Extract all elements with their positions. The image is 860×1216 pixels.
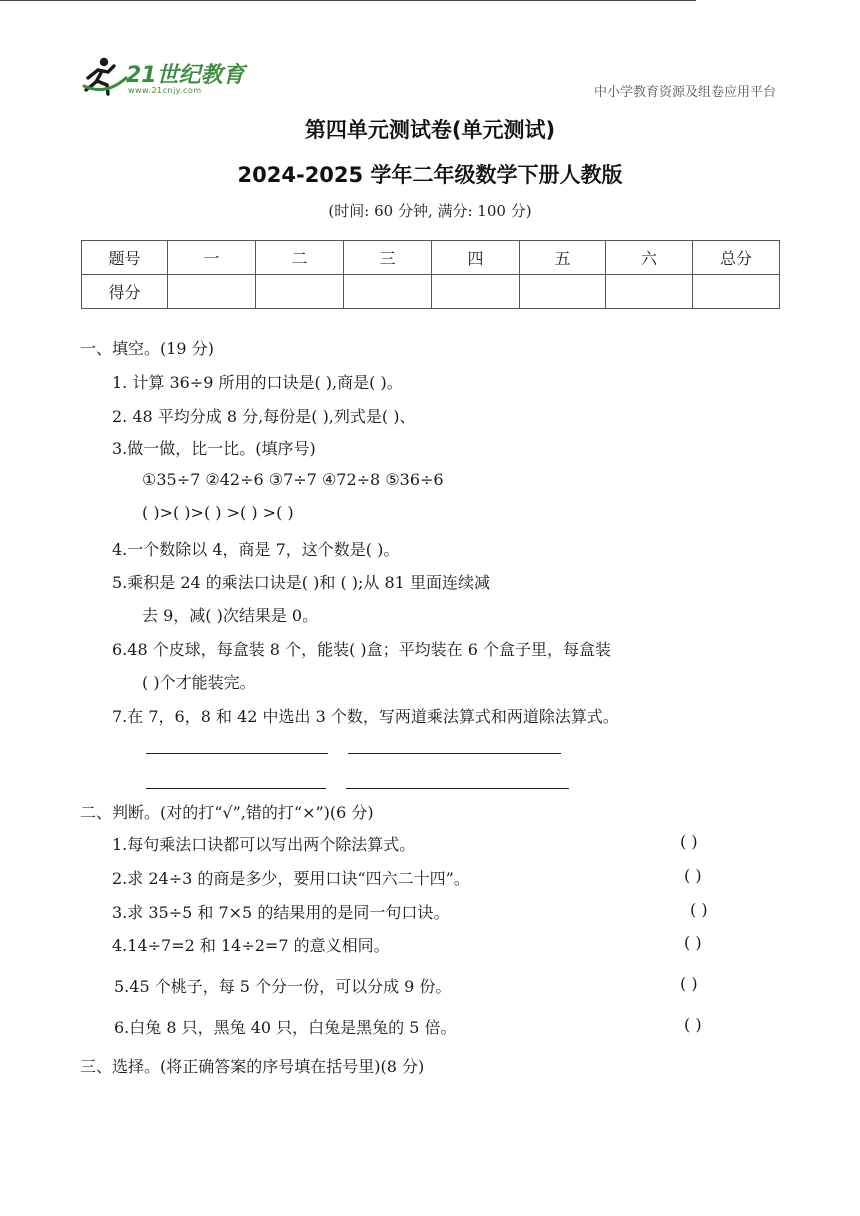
question-text: 2. 48 平均分成 8 分,每份是( ),列式是( )、	[112, 407, 416, 426]
judgment-item: 2.求 24÷3 的商是多少，要用口诀“四六二十四”。	[112, 869, 470, 888]
section-heading: 一、填空。(19 分)	[80, 339, 214, 358]
judgment-item: 5.45 个桃子，每 5 个分一份，可以分成 9 份。	[114, 977, 452, 996]
table-header-cell: 题号	[82, 241, 168, 275]
logo-url: www.21cnjy.com	[128, 86, 202, 95]
question-options: ①35÷7 ②42÷6 ③7÷7 ④72÷8 ⑤36÷6	[142, 470, 444, 489]
score-cell[interactable]	[520, 275, 606, 309]
table-header-cell: 二	[256, 241, 344, 275]
score-cell[interactable]	[693, 275, 780, 309]
table-header-cell: 六	[606, 241, 693, 275]
score-cell[interactable]	[168, 275, 256, 309]
question-text: 7.在 7，6，8 和 42 中选出 3 个数，写两道乘法算式和两道除法算式。	[112, 707, 619, 726]
question-text: 1. 计算 36÷9 所用的口诀是( ),商是( )。	[112, 373, 403, 392]
question-blanks: ( )>( )>( ) >( ) >( )	[142, 503, 294, 522]
table-header-cell: 一	[168, 241, 256, 275]
score-cell[interactable]	[606, 275, 693, 309]
question-text: 去 9，减( )次结果是 0。	[142, 606, 319, 625]
section-heading: 二、判断。(对的打“√”,错的打“×”)(6 分)	[80, 803, 374, 822]
judgment-item: 3.求 35÷5 和 7×5 的结果用的是同一句口诀。	[112, 903, 450, 922]
table-header-cell: 三	[344, 241, 432, 275]
question-text: 4.一个数除以 4，商是 7，这个数是( )。	[112, 540, 400, 559]
answer-line[interactable]	[346, 788, 569, 789]
score-header-row	[82, 241, 780, 275]
answer-paren[interactable]: ( )	[684, 1015, 702, 1034]
table-header-cell: 四	[432, 241, 520, 275]
score-table	[81, 240, 780, 309]
question-text: 3.做一做，比一比。(填序号)	[112, 439, 316, 458]
judgment-item: 6.白兔 8 只，黑兔 40 只，白兔是黑兔的 5 倍。	[114, 1018, 457, 1037]
answer-paren[interactable]: ( )	[684, 933, 702, 952]
answer-paren[interactable]: ( )	[680, 832, 698, 851]
question-text: 5.乘积是 24 的乘法口诀是( )和 ( );从 81 里面连续减	[112, 573, 490, 592]
table-header-cell: 总分	[693, 241, 780, 275]
answer-line[interactable]	[146, 753, 328, 754]
page-title: 第四单元测试卷(单元测试)	[304, 118, 556, 142]
score-row	[82, 275, 780, 309]
exam-info: (时间: 60 分钟, 满分: 100 分)	[328, 202, 532, 220]
section-heading: 三、选择。(将正确答案的序号填在括号里)(8 分)	[80, 1057, 425, 1076]
logo-text: 21世纪教育	[126, 63, 245, 88]
question-text: ( )个才能装完。	[142, 673, 256, 692]
answer-paren[interactable]: ( )	[690, 900, 708, 919]
answer-paren[interactable]: ( )	[680, 974, 698, 993]
table-header-cell: 五	[520, 241, 606, 275]
platform-label: 中小学教育资源及组卷应用平台	[593, 85, 776, 100]
judgment-item: 4.14÷7=2 和 14÷2=7 的意义相同。	[112, 936, 390, 955]
header-divider	[0, 0, 696, 1]
score-cell[interactable]	[256, 275, 344, 309]
score-cell[interactable]	[432, 275, 520, 309]
page-subtitle: 2024-2025 学年二年级数学下册人教版	[237, 163, 623, 187]
answer-line[interactable]	[146, 788, 326, 789]
question-text: 6.48 个皮球，每盒装 8 个，能装( )盒；平均装在 6 个盒子里，每盒装	[112, 640, 611, 659]
answer-line[interactable]	[348, 753, 561, 754]
score-row-label: 得分	[82, 275, 168, 309]
score-cell[interactable]	[344, 275, 432, 309]
answer-paren[interactable]: ( )	[684, 866, 702, 885]
judgment-item: 1.每句乘法口诀都可以写出两个除法算式。	[112, 835, 416, 854]
